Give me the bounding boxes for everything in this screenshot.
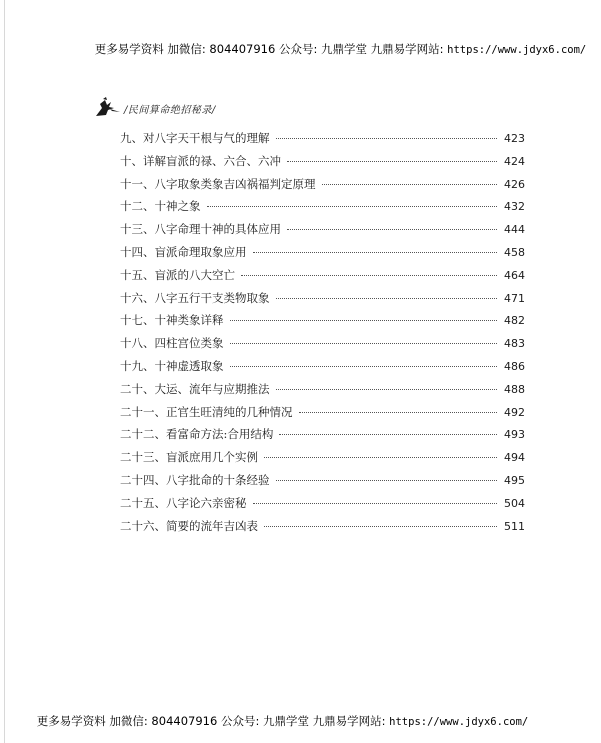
toc-dot-leader bbox=[276, 138, 498, 139]
toc-entry-title: 十一、八字取象类象吉凶祸福判定原理 bbox=[120, 176, 316, 191]
toc-entry-title: 九、对八字天干根与气的理解 bbox=[120, 131, 270, 145]
toc-dot-leader bbox=[241, 275, 497, 276]
toc-entry-page: 495 bbox=[504, 473, 525, 487]
brush-figure-icon bbox=[94, 96, 124, 118]
toc-entry-page: 482 bbox=[504, 314, 525, 328]
toc-entry[interactable] bbox=[120, 173, 525, 196]
toc-entry-page: 511 bbox=[504, 519, 525, 533]
toc-dot-leader bbox=[264, 526, 497, 527]
toc-dot-leader bbox=[279, 434, 497, 435]
toc-entry-page: 426 bbox=[504, 177, 525, 191]
toc-entry-page: 423 bbox=[504, 132, 525, 145]
toc-entry-page: 458 bbox=[504, 245, 525, 259]
toc-entry[interactable] bbox=[120, 127, 525, 150]
toc-entry[interactable] bbox=[120, 492, 525, 515]
toc-entry-title: 十四、盲派命理取象应用 bbox=[120, 244, 247, 259]
toc-entry-title: 二十四、八字批命的十条经验 bbox=[120, 472, 270, 487]
toc-entry-page: 488 bbox=[504, 382, 525, 396]
toc-entry[interactable] bbox=[120, 264, 525, 287]
toc-entry[interactable] bbox=[120, 218, 525, 241]
toc-entry-title: 二十一、正官生旺清纯的几种情况 bbox=[120, 404, 293, 419]
top-banner-text: 更多易学资料 加微信: 804407916 公众号: 九鼎学堂 九鼎易学网站: bbox=[94, 42, 448, 56]
toc-entry-title: 十五、盲派的八大空亡 bbox=[120, 267, 235, 282]
toc-entry-title: 十八、四柱宫位类象 bbox=[120, 336, 224, 351]
toc-entry-page: 483 bbox=[504, 337, 525, 351]
toc-dot-leader bbox=[207, 206, 498, 207]
table-of-contents bbox=[120, 127, 525, 537]
toc-entry[interactable] bbox=[120, 446, 525, 469]
toc-entry-title: 十九、十神虚透取象 bbox=[120, 358, 224, 373]
page-edge-line bbox=[4, 0, 5, 743]
toc-entry-title: 二十三、盲派庶用几个实例 bbox=[120, 450, 258, 465]
toc-entry-page: 492 bbox=[504, 405, 525, 419]
toc-entry-page: 464 bbox=[504, 268, 525, 282]
toc-entry-page: 493 bbox=[504, 428, 525, 442]
toc-entry[interactable] bbox=[120, 355, 525, 378]
toc-entry-page: 444 bbox=[504, 223, 525, 237]
toc-entry[interactable] bbox=[120, 241, 525, 264]
toc-dot-leader bbox=[253, 503, 498, 504]
toc-entry[interactable] bbox=[120, 378, 525, 401]
toc-entry-title: 二十六、简要的流年吉凶表 bbox=[120, 518, 258, 533]
toc-dot-leader bbox=[276, 389, 498, 390]
toc-entry[interactable] bbox=[120, 150, 525, 173]
toc-entry-title: 十三、八字命理十神的具体应用 bbox=[120, 222, 281, 237]
toc-entry[interactable] bbox=[120, 423, 525, 446]
toc-entry-page: 432 bbox=[504, 200, 525, 214]
running-head-title: /民间算命绝招秘录/ bbox=[124, 105, 216, 116]
toc-entry[interactable] bbox=[120, 309, 525, 332]
toc-entry[interactable] bbox=[120, 287, 525, 310]
toc-dot-leader bbox=[230, 366, 498, 367]
toc-dot-leader bbox=[253, 252, 498, 253]
toc-dot-leader bbox=[276, 298, 498, 299]
toc-entry[interactable] bbox=[120, 515, 525, 538]
toc-entry[interactable] bbox=[120, 401, 525, 424]
toc-dot-leader bbox=[287, 229, 497, 230]
toc-entry-title: 二十、大运、流年与应期推法 bbox=[120, 381, 270, 396]
toc-entry[interactable] bbox=[120, 469, 525, 492]
toc-entry[interactable] bbox=[120, 195, 525, 218]
toc-dot-leader bbox=[299, 412, 498, 413]
toc-entry-title: 二十二、看富命方法:合用结构 bbox=[120, 427, 274, 442]
top-banner bbox=[40, 41, 601, 57]
toc-entry-page: 471 bbox=[504, 291, 525, 305]
toc-entry-title: 十七、十神类象详释 bbox=[120, 313, 224, 328]
toc-dot-leader bbox=[322, 184, 498, 185]
toc-dot-leader bbox=[276, 480, 498, 481]
toc-entry-page: 486 bbox=[504, 359, 525, 373]
top-banner-url[interactable]: https://www.jdyx6.com/ bbox=[447, 44, 587, 56]
toc-entry-page: 504 bbox=[504, 496, 525, 510]
toc-entry-page: 494 bbox=[504, 451, 525, 465]
bottom-banner-url[interactable]: https://www.jdyx6.com/ bbox=[389, 716, 529, 728]
toc-entry-title: 十六、八字五行干支类物取象 bbox=[120, 290, 270, 305]
toc-dot-leader bbox=[230, 320, 498, 321]
toc-entry-title: 二十五、八字论六亲密秘 bbox=[120, 495, 247, 510]
bottom-banner-text: 更多易学资料 加微信: 804407916 公众号: 九鼎学堂 九鼎易学网站: bbox=[36, 714, 390, 728]
bottom-banner bbox=[0, 713, 583, 729]
toc-entry[interactable] bbox=[120, 332, 525, 355]
toc-dot-leader bbox=[230, 343, 498, 344]
toc-dot-leader bbox=[264, 457, 497, 458]
toc-dot-leader bbox=[287, 161, 497, 162]
toc-entry-title: 十二、十神之象 bbox=[120, 199, 201, 214]
toc-entry-page: 424 bbox=[504, 154, 525, 168]
toc-entry-title: 十、详解盲派的禄、六合、六冲 bbox=[120, 153, 281, 168]
